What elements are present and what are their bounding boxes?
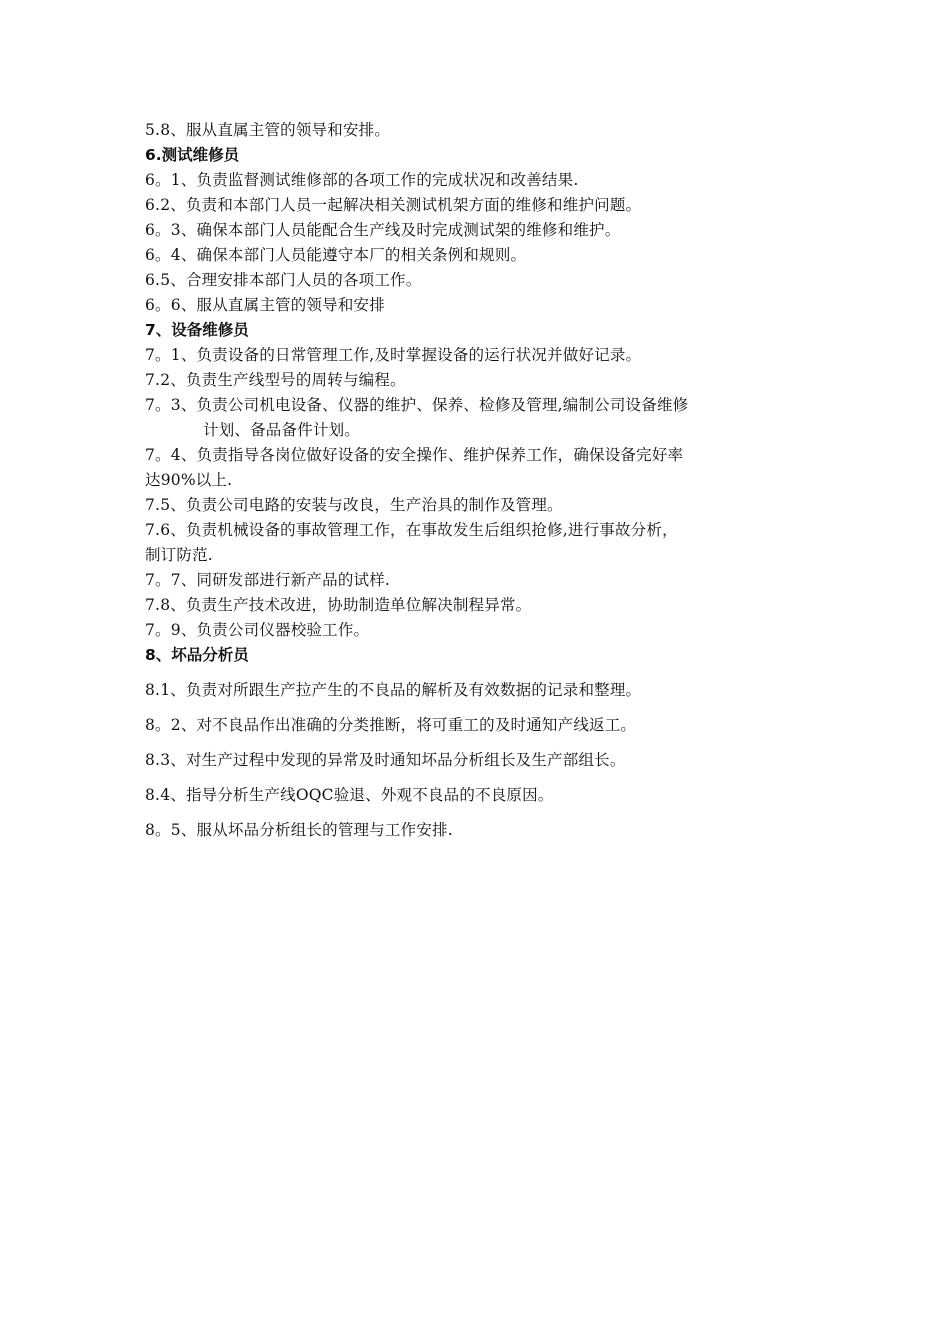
section-heading-8: 8、坏品分析员	[145, 646, 249, 664]
item-7-2: 7.2、负责生产线型号的周转与编程。	[145, 371, 406, 389]
item-7-8: 7.8、负责生产技术改进，协助制造单位解决制程异常。	[145, 596, 532, 614]
item-6-5: 6.5、合理安排本部门人员的各项工作。	[145, 271, 422, 289]
item-8-4: 8.4、指导分析生产线OQC验退、外观不良品的不良原因。	[145, 786, 554, 804]
item-7-4-continued: 达90%以上.	[145, 471, 233, 489]
item-7-3: 7。3、负责公司机电设备、仪器的维护、保养、检修及管理,编制公司设备维修	[145, 396, 689, 414]
section-heading-6: 6.测试维修员	[145, 146, 240, 164]
item-7-3-continued: 计划、备品备件计划。	[203, 421, 361, 439]
item-8-1: 8.1、负责对所跟生产拉产生的不良品的解析及有效数据的记录和整理。	[145, 681, 642, 699]
item-6-1: 6。1、负责监督测试维修部的各项工作的完成状况和改善结果.	[145, 171, 579, 189]
item-7-1: 7。1、负责设备的日常管理工作,及时掌握设备的运行状况并做好记录。	[145, 346, 642, 364]
section-heading-7: 7、设备维修员	[145, 321, 249, 339]
item-6-2: 6.2、负责和本部门人员一起解决相关测试机架方面的维修和维护问题。	[145, 196, 642, 214]
item-8-5: 8。5、服从坏品分析组长的管理与工作安排.	[145, 821, 453, 839]
item-6-4: 6。4、确保本部门人员能遵守本厂的相关条例和规则。	[145, 246, 527, 264]
item-6-6: 6。6、服从直属主管的领导和安排	[145, 296, 385, 314]
item-8-3: 8.3、对生产过程中发现的异常及时通知坏品分析组长及生产部组长。	[145, 751, 626, 769]
item-7-6: 7.6、负责机械设备的事故管理工作，在事故发生后组织抢修,进行事故分析，	[145, 521, 678, 539]
item-7-5: 7.5、负责公司电路的安装与改良，生产治具的制作及管理。	[145, 496, 563, 514]
document-body	[145, 118, 815, 843]
item-7-7: 7。7、同研发部进行新产品的试样.	[145, 571, 391, 589]
item-7-4: 7。4、负责指导各岗位做好设备的安全操作、维护保养工作，确保设备完好率	[145, 446, 684, 464]
item-7-6-continued: 制订防范.	[145, 546, 213, 564]
item-6-3: 6。3、确保本部门人员能配合生产线及时完成测试架的维修和维护。	[145, 221, 621, 239]
item-7-9: 7。9、负责公司仪器校验工作。	[145, 621, 370, 639]
item-5-8: 5.8、服从直属主管的领导和安排。	[145, 121, 391, 139]
item-8-2: 8。2、对不良品作出准确的分类推断，将可重工的及时通知产线返工。	[145, 716, 637, 734]
